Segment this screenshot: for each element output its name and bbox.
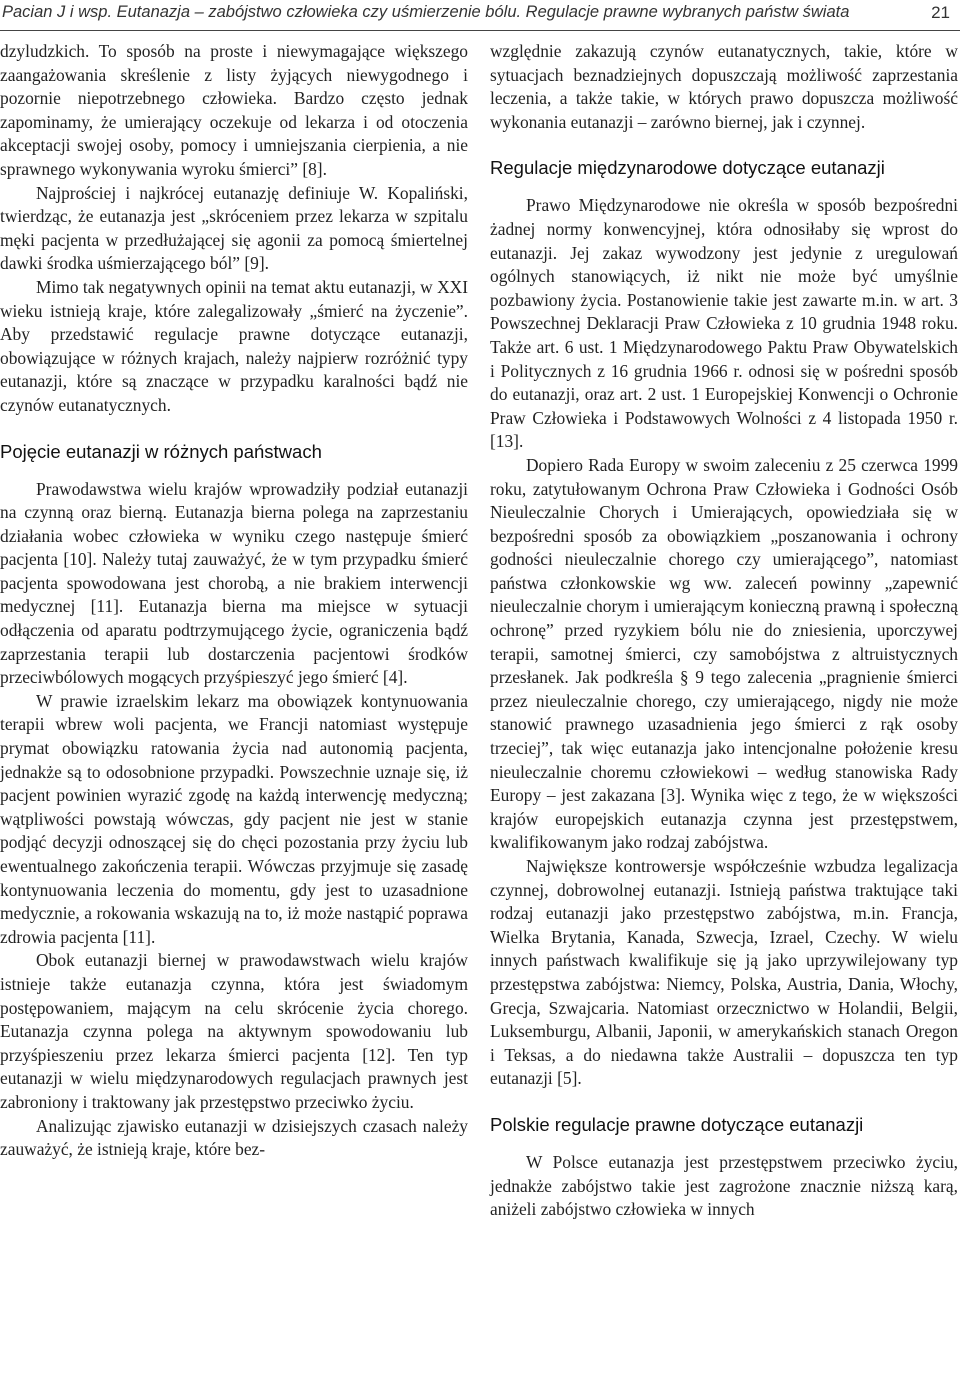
paragraph: Prawo Międzynarodowe nie określa w sposób bezpośredni żadnej normy konwencyjnej, która odnosiłaby się wprost do eutanazji. Jej zakaz wywodzony jest jedynie z uregulowań ogólnych stanowiących, iż nikt nie może być umyślnie pozbawiony życia. Postanowienie takie jest zawarte m.in. w art. 3 Powszechnej Deklaracji Praw Człowieka z 10 grudnia 1948 roku. Także art. 6 ust. 1 Międzynarodowego Paktu Praw Obywatelskich i Politycznych z 16 grudnia 1966 r. odnosi się w pośredni sposób do eutanazji, oraz art. 2 ust. 1 Europejskiej Konwencji o Ochronie Praw Człowieka i Podstawowych Wolności z 4 listopada 1950 r. [13].: [490, 195, 958, 452]
paragraph: Analizując zjawisko eutanazji w dzisiejszych czasach należy zauważyć, że istnieją kraje, które bez-: [0, 1115, 468, 1160]
section-heading: Pojęcie eutanazji w różnych państwach: [0, 440, 322, 462]
left-column: [0, 40, 468, 1162]
page-number: 21: [931, 3, 950, 22]
paragraph: Mimo tak negatywnych opinii na temat aktu eutanazji, w XXI wieku istnieją kraje, które zalegalizowały „śmierć na życzenie”. Aby przedstawić regulacje prawne dotyczące eutanazji, obowiązujące w różnych krajach, należy najpierw rozróżnić typy eutanazji, które są znaczące w przypadku karalności bądź nie czynów eutanatycznych.: [0, 276, 468, 415]
paragraph: Obok eutanazji biernej w prawodawstwach wielu krajów istnieje także eutanazja czynna, która jest świadomym postępowaniem, mającym na celu skrócenie życia chorego. Eutanazja czynna polega na aktywnym spowodowaniu lub przyśpieszeniu przez lekarza śmierci pacjenta [12]. Ten typ eutanazji w wielu międzynarodowych regulacjach prawnych jest zabroniony i traktowany jak przestępstwo przeciwko życiu.: [0, 950, 468, 1112]
paragraph: Najprościej i najkrócej eutanazję definiuje W. Kopaliński, twierdząc, że eutanazja jest „skróceniem przez lekarza w szpitalu męki pacjenta w przedłużającej się agonii za pomocą śmiertelnej dawki środka uśmierzającego ból” [9].: [0, 182, 468, 274]
paragraph: Dopiero Rada Europy w swoim zaleceniu z 25 czerwca 1999 roku, zatytułowanym Ochrona Praw Człowieka i Godności Osób Nieuleczalnie Chorych i Umierających, opowiedziała się w bezpośredni sposób za obowiązkiem „poszanowania i ochrony godności nieuleczalnie chorego czy umierającego”, natomiast państwa członkowskie wg ww. zaleceń powinny „zapewnić nieuleczalnie chorym i umierającym konieczną prawną i społeczną ochronę” przed ryzykiem bólu nie do zniesienia, uporczywej terapii, samotnej śmierci, czy samobójstwa z altruistycznych przesłanek. Jak podkreśla § 9 tego zalecenia „pragnienie śmierci przez nieuleczalnie chorego, czy umierającego, nigdy nie może stanowić prawnego uzasadnienia jego śmierci z rąk osoby trzeciej”, tak więc eutanazja jako intencjonalne położenie kresu nieuleczalnie choremu człowiekowi – według stanowiska Rady Europy – jest zakazana [3]. Wynika więc z tego, że w większości krajów europejskich eutanazja czynna jest przestępstwem, kwalifikowanym jako rodzaj zabójstwa.: [490, 454, 958, 853]
paragraph: Największe kontrowersje współcześnie wzbudza legalizacja czynnej, dobrowolnej eutanazji. Istnieją państwa traktujące taki rodzaj eutanazji jako przestępstwo zabójstwa, m.in. Francja, Wielka Brytania, Kanada, Szwecja, Izrael, Czechy. W wielu innych państwach kwalifikuje się ją jako uprzywilejowany typ przestępstwa zabójstwa: Niemcy, Polska, Austria, Dania, Włochy, Grecja, Szwajcaria. Natomiast orzecznictwo w Holandii, Belgii, Luksemburgu, Albanii, Japonii, w amerykańskich stanach Oregon i Teksas, a do niedawna także Australii – dopuszcza ten typ eutanazji [5].: [490, 856, 958, 1089]
section-heading: Polskie regulacje prawne dotyczące eutanazji: [490, 1113, 864, 1135]
paragraph: W prawie izraelskim lekarz ma obowiązek kontynuowania terapii wbrew woli pacjenta, we Francji natomiast występuje prymat obowiązku ratowania życia nad autonomią pacjenta, jednakże są to odosobnione przypadki. Powszechnie uznaje się, iż pacjent powinien wyrazić zgodę na każdą interwencję medyczną; wątpliwości powstają wówczas, gdy pacjent nie jest w stanie podjąć decyzji odnoszącej się do chęci pozostania przy życiu lub ewentualnego zakończenia terapii. Wówczas przyjmuje się zasadę kontynuowania leczenia do momentu, gdy jest to uzasadnione medycznie, a rokowania wskazują na to, iż może nastąpić poprawa zdrowia pacjenta [11].: [0, 690, 468, 947]
paragraph: względnie zakazują czynów eutanatycznych, takie, które w sytuacjach beznadziejnych dopuszczają możliwość zaprzestania leczenia, a także takie, w których prawo dopuszcza możliwość wykonania eutanazji – zarówno biernej, jak i czynnej.: [490, 41, 958, 132]
running-head-title: Pacian J i wsp. Eutanazja – zabójstwo człowieka czy uśmierzenie bólu. Regulacje prawne wybranych państw świata: [2, 3, 850, 21]
right-column: [490, 40, 958, 1222]
header-rule: [0, 30, 960, 31]
paragraph: Prawodawstwa wielu krajów wprowadziły podział eutanazji na czynną oraz bierną. Eutanazja bierna polega na zaprzestaniu działania wobec człowieka w wyniku czego następuje śmierć pacjenta [10]. Należy tutaj zauważyć, że w tym przypadku śmierć pacjenta spowodowana jest chorobą, a nie brakiem interwencji medycznej [11]. Eutanazja bierna ma miejsce w sytuacji odłączenia od aparatu podtrzymującego życie, ograniczenia bądź zaprzestania terapii lub dostarczenia pacjentowi środków przeciwbólowych mogących przyśpieszyć jego śmierć [4].: [0, 478, 468, 688]
running-head: [0, 0, 960, 30]
paragraph: dzyludzkich. To sposób na proste i niewymagające większego zaangażowania skreślenie z listy żyjących niewygodnego i pozornie niepotrzebnego człowieka. Bardzo często jednak zapominamy, że umierający oczekuje od lekarza i od otoczenia akceptacji swojej osoby, pomocy i umniejszania cierpienia, a nie sprawnego wykonywania wyroku śmierci” [8].: [0, 41, 468, 179]
section-heading: Regulacje międzynarodowe dotyczące eutanazji: [490, 157, 885, 179]
paragraph: W Polsce eutanazja jest przestępstwem przeciwko życiu, jednakże zabójstwo takie jest zagrożone znacznie niższą karą, aniżeli zabójstwo człowieka w innych: [490, 1151, 958, 1220]
